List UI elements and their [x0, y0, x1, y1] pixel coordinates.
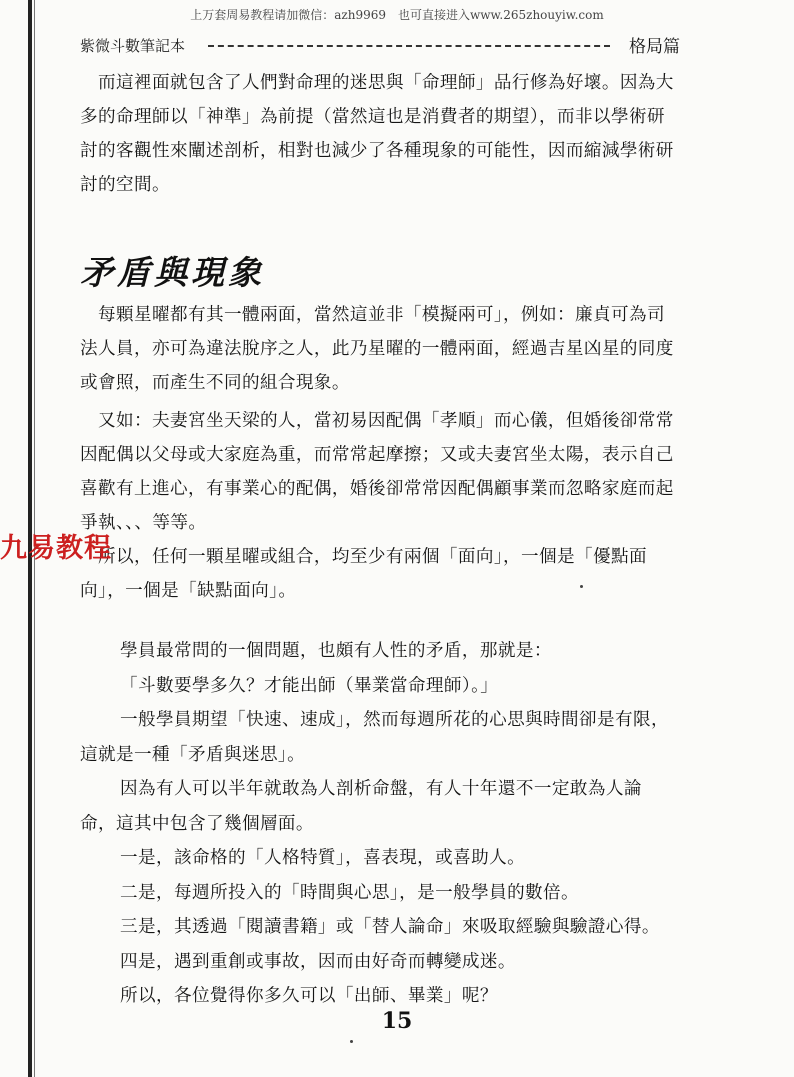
- section-paragraph-2: 又如：夫妻宮坐天梁的人，當初易因配偶「孝順」而心儀，但婚後卻常常因配偶以父母或大家庭為重，而常常起摩擦；又或夫妻宮坐太陽，表示自己喜歡有上進心，有事業心的配偶，婚後卻常常因配偶顧事業而忽略家庭而起爭執、、、等等。: [80, 411, 674, 533]
- qa-line-1: 學員最常問的一個問題，也頗有人性的矛盾，那就是：: [120, 641, 552, 661]
- scan-speck: [350, 1040, 353, 1043]
- qa-line-7: 一是，該命格的「人格特質」，喜表現，或喜助人。: [120, 848, 526, 868]
- intro-paragraph: 而這裡面就包含了人們對命理的迷思與「命理師」品行修為好壞。因為大多的命理師以「神準」為前提（當然這也是消費者的期望），而非以學術研討的客觀性來闡述剖析，相對也減少了各種現象的可能性，因而縮減學術研討的空間。: [80, 73, 674, 195]
- intro-paragraph-block: [80, 66, 680, 202]
- top-watermark: 上万套周易教程请加微信：azh9969 也可直接进入www.265zhouyiw.com: [190, 8, 604, 22]
- qa-line-9: 三是，其透過「閱讀書籍」或「替人論命」來吸取經驗與驗證心得。: [120, 917, 660, 937]
- qa-line-10: 四是，遇到重創或事故，因而由好奇而轉變成迷。: [120, 951, 516, 972]
- section-body: [80, 298, 680, 608]
- qa-line-6: 命，這其中包含了幾個層面。: [80, 813, 314, 834]
- brand-watermark: 九易教程: [0, 533, 112, 564]
- section-paragraph-3: 所以，任何一顆星曜或組合，均至少有兩個「面向」，一個是「優點面向」，一個是「缺點面向」。: [80, 547, 648, 601]
- qa-line-11: 所以，各位覺得你多久可以「出師、畢業」呢？: [120, 986, 498, 1006]
- header-dashed-rule: [208, 45, 610, 47]
- qa-line-8: 二是，每週所投入的「時間與心思」，是一般學員的數倍。: [120, 882, 580, 903]
- section-paragraph-1: 每顆星曜都有其一體兩面，當然這並非「模擬兩可」，例如：廉貞可為司法人員，亦可為違法脫序之人，此乃星曜的一體兩面，經過吉星凶星的同度或會照，而產生不同的組合現象。: [80, 305, 674, 393]
- qa-line-5: 因為有人可以半年就敢為人剖析命盤，有人十年還不一定敢為人論: [120, 779, 642, 799]
- header-book-title: 紫微斗數筆記本: [80, 37, 186, 55]
- qa-body: [80, 634, 680, 1014]
- qa-line-4: 這就是一種「矛盾與迷思」。: [80, 744, 306, 765]
- qa-line-3: 一般學員期望「快速、速成」，然而每週所花的心思與時間卻是有限，: [120, 710, 670, 730]
- page-number: 15: [381, 1008, 413, 1034]
- header-chapter: 格局篇: [629, 37, 680, 57]
- section-title: 矛盾與現象: [80, 253, 265, 292]
- scan-speck: [580, 585, 583, 588]
- page-header: [80, 32, 680, 56]
- qa-line-2: 「斗數要學多久？才能出師（畢業當命理師）。」: [120, 675, 499, 696]
